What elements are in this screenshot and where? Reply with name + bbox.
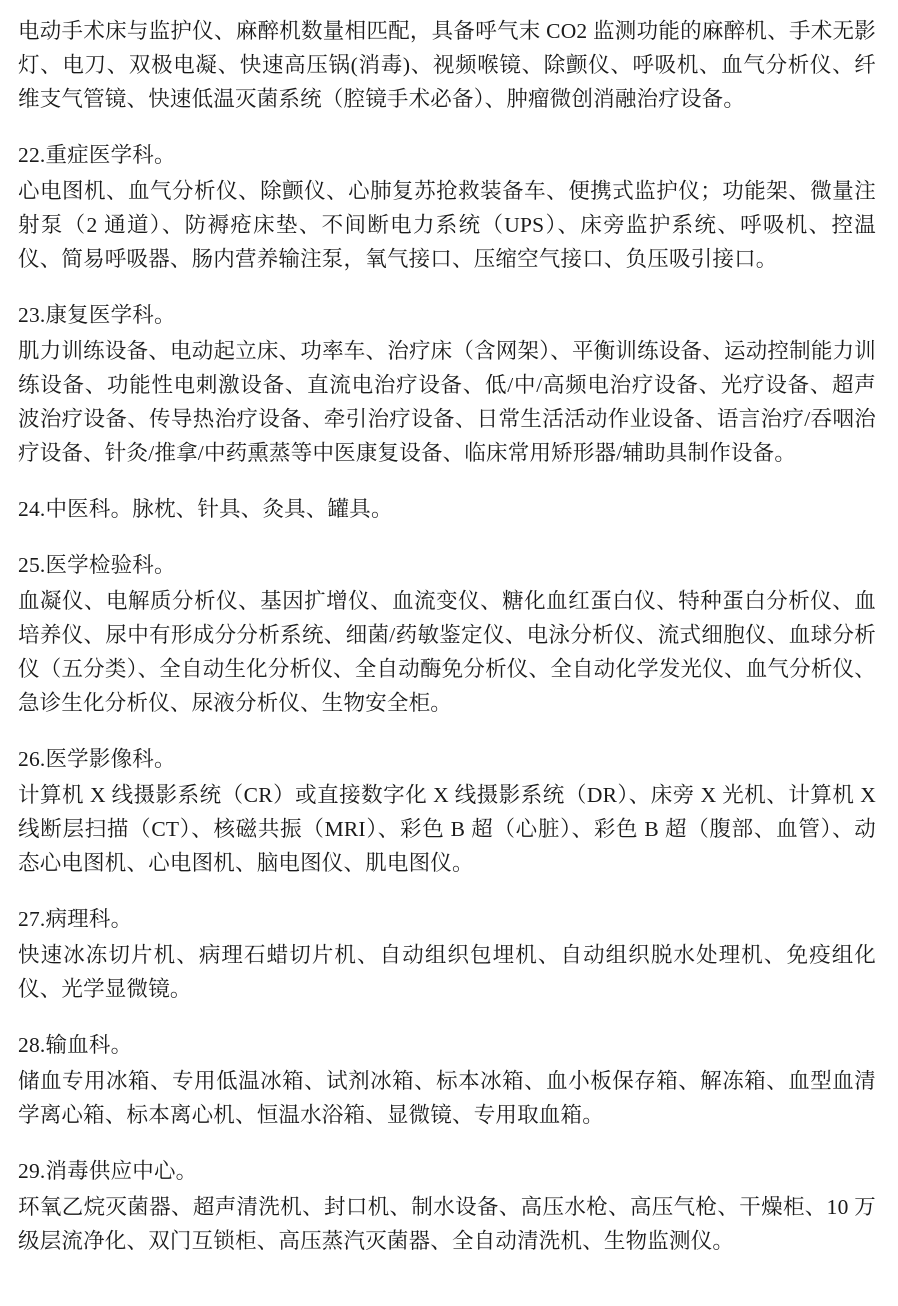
section-body-26: 计算机 X 线摄影系统（CR）或直接数字化 X 线摄影系统（DR）、床旁 X 光机、计算机 X 线断层扫描（CT）、核磁共振（MRI）、彩色 B 超（心脏）、彩色 B 超（腹部、血管）、动态心电图机、心电图机、脑电图仪、肌电图仪。: [18, 783, 876, 875]
section-heading-28: 28.输血科。: [18, 1033, 133, 1057]
section-heading-22: 22.重症医学科。: [18, 143, 176, 167]
section-body-29: 环氧乙烷灭菌器、超声清洗机、封口机、制水设备、高压水枪、高压气枪、干燥柜、10 万级层流净化、双门互锁柜、高压蒸汽灭菌器、全自动清洗机、生物监测仪。: [18, 1195, 876, 1253]
section-body-25: 血凝仪、电解质分析仪、基因扩增仪、血流变仪、糖化血红蛋白仪、特种蛋白分析仪、血培养仪、尿中有形成分分析系统、细菌/药敏鉴定仪、电泳分析仪、流式细胞仪、血球分析仪（五分类）、全自动生化分析仪、全自动酶免分析仪、全自动化学发光仪、血气分析仪、急诊生化分析仪、尿液分析仪、生物安全柜。: [18, 589, 876, 715]
section-body-23: 肌力训练设备、电动起立床、功率车、治疗床（含网架）、平衡训练设备、运动控制能力训练设备、功能性电刺激设备、直流电治疗设备、低/中/高频电治疗设备、光疗设备、超声波治疗设备、传导热治疗设备、牵引治疗设备、日常生活活动作业设备、语言治疗/吞咽治疗设备、针灸/推拿/中药熏蒸等中医康复设备、临床常用矫形器/辅助具制作设备。: [18, 339, 876, 465]
section-heading-23: 23.康复医学科。: [18, 303, 176, 327]
section-heading-26: 26.医学影像科。: [18, 747, 176, 771]
section-heading-25: 25.医学检验科。: [18, 553, 176, 577]
section-heading-27: 27.病理科。: [18, 907, 133, 931]
section-heading-29: 29.消毒供应中心。: [18, 1159, 198, 1183]
section-body-27: 快速冰冻切片机、病理石蜡切片机、自动组织包埋机、自动组织脱水处理机、免疫组化仪、光学显微镜。: [18, 943, 876, 1001]
section-body-28: 储血专用冰箱、专用低温冰箱、试剂冰箱、标本冰箱、血小板保存箱、解冻箱、血型血清学离心箱、标本离心机、恒温水浴箱、显微镜、专用取血箱。: [18, 1069, 876, 1127]
section-24: 24.中医科。脉枕、针具、灸具、罐具。: [18, 497, 393, 521]
paragraph-intro-continued: 电动手术床与监护仪、麻醉机数量相匹配，具备呼气末 CO2 监测功能的麻醉机、手术无影灯、电刀、双极电凝、快速高压锅(消毒)、视频喉镜、除颤仪、呼吸机、血气分析仪、纤维支气管镜、快速低温灭菌系统（腔镜手术必备）、肿瘤微创消融治疗设备。: [18, 19, 876, 111]
section-body-22: 心电图机、血气分析仪、除颤仪、心肺复苏抢救装备车、便携式监护仪；功能架、微量注射泵（2 通道）、防褥疮床垫、不间断电力系统（UPS）、床旁监护系统、呼吸机、控温仪、简易呼吸器、肠内营养输注泵，氧气接口、压缩空气接口、负压吸引接口。: [18, 179, 876, 271]
